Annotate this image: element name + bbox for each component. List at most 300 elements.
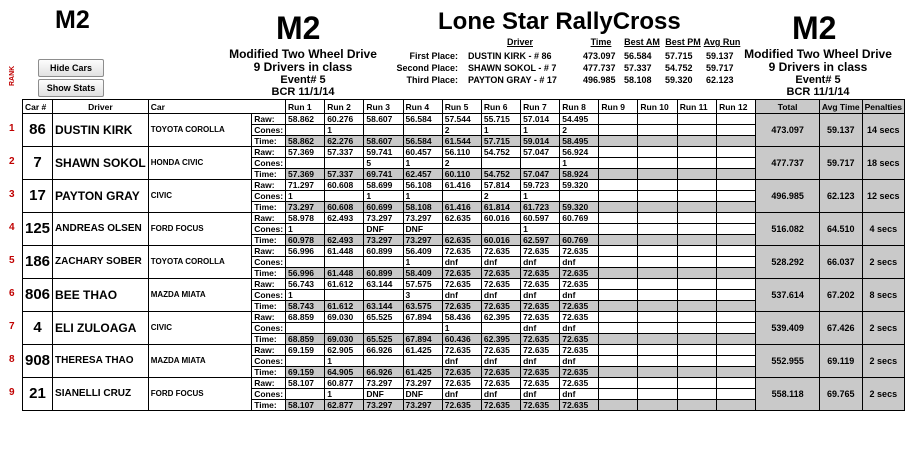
- car-model-header: Car: [148, 100, 285, 114]
- raw-row-label: Raw:: [252, 114, 286, 125]
- time-run-1: 58.743: [286, 301, 325, 312]
- podium-place-label: Second Place:: [396, 63, 458, 73]
- time-row-label: Time:: [252, 235, 286, 246]
- raw-run-12: [717, 147, 756, 158]
- cones-run-10: [638, 356, 677, 367]
- raw-run-11: [677, 378, 716, 389]
- rank-number: 6: [9, 287, 15, 299]
- cones-run-9: [599, 158, 638, 169]
- cones-row-label: Cones:: [252, 158, 286, 169]
- driver-name: BEE THAO: [53, 279, 149, 312]
- class-name-center: Modified Two Wheel Drive: [229, 47, 377, 61]
- time-run-11: [677, 301, 716, 312]
- time-row-label: Time:: [252, 367, 286, 378]
- podium-place-label: Third Place:: [406, 75, 458, 85]
- cones-run-10: [638, 290, 677, 301]
- raw-run-2: 60.276: [325, 114, 364, 125]
- time-row-label: Time:: [252, 268, 286, 279]
- cones-run-6: [481, 158, 520, 169]
- cones-run-4: 1: [403, 257, 442, 268]
- raw-run-2: 61.448: [325, 246, 364, 257]
- time-run-6: 72.635: [481, 400, 520, 411]
- raw-run-12: [717, 213, 756, 224]
- raw-run-8: 56.924: [560, 147, 599, 158]
- cones-run-5: 1: [442, 323, 481, 334]
- time-run-4: 73.297: [403, 235, 442, 246]
- raw-run-11: [677, 279, 716, 290]
- time-run-12: [717, 400, 756, 411]
- time-run-3: 60.899: [364, 268, 403, 279]
- avg-time: 62.123: [819, 180, 862, 213]
- driver-name: PAYTON GRAY: [53, 180, 149, 213]
- car-number: 186: [23, 246, 53, 279]
- driver-name: ZACHARY SOBER: [53, 246, 149, 279]
- avg-time: 69.765: [819, 378, 862, 411]
- raw-run-1: 58.107: [286, 378, 325, 389]
- time-run-1: 58.107: [286, 400, 325, 411]
- raw-run-10: [638, 312, 677, 323]
- cones-run-3: 5: [364, 158, 403, 169]
- cones-run-9: [599, 290, 638, 301]
- table-row: [23, 378, 905, 389]
- raw-run-4: 56.409: [403, 246, 442, 257]
- avg-time: 67.426: [819, 312, 862, 345]
- cones-run-3: DNF: [364, 224, 403, 235]
- penalties: 12 secs: [862, 180, 904, 213]
- time-run-7: 72.635: [521, 301, 560, 312]
- penalties: 18 secs: [862, 147, 904, 180]
- avg-time: 59.717: [819, 147, 862, 180]
- raw-run-11: [677, 312, 716, 323]
- time-run-12: [717, 169, 756, 180]
- cones-run-8: dnf: [560, 389, 599, 400]
- time-run-3: 65.525: [364, 334, 403, 345]
- cones-run-4: DNF: [403, 224, 442, 235]
- time-run-9: [599, 367, 638, 378]
- table-row: [23, 279, 905, 290]
- cones-run-10: [638, 158, 677, 169]
- time-run-6: 72.635: [481, 367, 520, 378]
- raw-row-label: Raw:: [252, 312, 286, 323]
- time-run-2: 64.905: [325, 367, 364, 378]
- penalties: 4 secs: [862, 213, 904, 246]
- cones-run-7: dnf: [521, 356, 560, 367]
- time-run-6: 72.635: [481, 268, 520, 279]
- raw-run-2: 60.877: [325, 378, 364, 389]
- time-run-8: 59.320: [560, 202, 599, 213]
- raw-run-11: [677, 147, 716, 158]
- raw-run-6: 54.752: [481, 147, 520, 158]
- table-row: [23, 114, 905, 125]
- cones-run-3: [364, 125, 403, 136]
- total-time: 477.737: [756, 147, 819, 180]
- cones-run-6: dnf: [481, 290, 520, 301]
- penalties: 14 secs: [862, 114, 904, 147]
- raw-run-2: 62.493: [325, 213, 364, 224]
- raw-run-12: [717, 312, 756, 323]
- raw-run-2: 69.030: [325, 312, 364, 323]
- car-model: HONDA CIVIC: [148, 147, 252, 180]
- podium-best-pm: 54.752: [665, 63, 693, 73]
- run-3-header: Run 3: [364, 100, 403, 114]
- cones-run-11: [677, 290, 716, 301]
- time-run-12: [717, 136, 756, 147]
- time-run-7: 57.047: [521, 169, 560, 180]
- cones-run-3: DNF: [364, 389, 403, 400]
- time-row-label: Time:: [252, 334, 286, 345]
- raw-run-10: [638, 378, 677, 389]
- class-code-left: M2: [55, 6, 90, 34]
- rank-number: 7: [9, 320, 15, 332]
- time-run-9: [599, 202, 638, 213]
- car-number: 125: [23, 213, 53, 246]
- cones-run-7: dnf: [521, 257, 560, 268]
- cones-run-11: [677, 158, 716, 169]
- cones-run-11: [677, 323, 716, 334]
- raw-run-6: 55.715: [481, 114, 520, 125]
- time-run-2: 57.337: [325, 169, 364, 180]
- raw-run-4: 73.297: [403, 213, 442, 224]
- time-row-label: Time:: [252, 136, 286, 147]
- raw-run-6: 62.395: [481, 312, 520, 323]
- raw-run-11: [677, 246, 716, 257]
- cones-run-1: 1: [286, 191, 325, 202]
- raw-run-1: 57.369: [286, 147, 325, 158]
- time-run-11: [677, 367, 716, 378]
- rank-number: 5: [9, 254, 15, 266]
- time-run-3: 60.699: [364, 202, 403, 213]
- car-number-header: Car #: [23, 100, 53, 114]
- car-model: TOYOTA COROLLA: [148, 246, 252, 279]
- table-row: [23, 312, 905, 323]
- raw-row-label: Raw:: [252, 147, 286, 158]
- time-run-10: [638, 367, 677, 378]
- time-run-8: 72.635: [560, 268, 599, 279]
- time-run-5: 60.436: [442, 334, 481, 345]
- raw-run-9: [599, 114, 638, 125]
- cones-run-9: [599, 323, 638, 334]
- raw-run-7: 72.635: [521, 378, 560, 389]
- raw-run-6: 60.016: [481, 213, 520, 224]
- car-number: 4: [23, 312, 53, 345]
- table-header-row: [23, 100, 905, 114]
- cones-run-6: dnf: [481, 257, 520, 268]
- raw-row-label: Raw:: [252, 378, 286, 389]
- time-run-9: [599, 268, 638, 279]
- drivers-in-class-center: 9 Drivers in class: [253, 60, 353, 74]
- class-name-right: Modified Two Wheel Drive: [744, 47, 892, 61]
- raw-run-6: 72.635: [481, 378, 520, 389]
- time-run-11: [677, 169, 716, 180]
- time-run-4: 58.108: [403, 202, 442, 213]
- cones-row-label: Cones:: [252, 224, 286, 235]
- raw-run-11: [677, 180, 716, 191]
- time-run-7: 62.597: [521, 235, 560, 246]
- cones-run-12: [717, 389, 756, 400]
- raw-run-6: 72.635: [481, 246, 520, 257]
- raw-run-5: 72.635: [442, 246, 481, 257]
- raw-run-12: [717, 378, 756, 389]
- raw-run-5: 58.436: [442, 312, 481, 323]
- cones-row-label: Cones:: [252, 125, 286, 136]
- cones-run-4: [403, 356, 442, 367]
- total-time: 539.409: [756, 312, 819, 345]
- podium-avg-run: 62.123: [706, 75, 734, 85]
- time-run-4: 62.457: [403, 169, 442, 180]
- time-run-11: [677, 268, 716, 279]
- time-run-6: 54.752: [481, 169, 520, 180]
- cones-run-8: dnf: [560, 290, 599, 301]
- table-row: [23, 180, 905, 191]
- total-time: 496.985: [756, 180, 819, 213]
- raw-run-1: 71.297: [286, 180, 325, 191]
- cones-run-11: [677, 257, 716, 268]
- cones-run-5: 2: [442, 158, 481, 169]
- podium-time: 496.985: [583, 75, 616, 85]
- total-time: 528.292: [756, 246, 819, 279]
- raw-run-3: 58.607: [364, 114, 403, 125]
- raw-run-7: 72.635: [521, 246, 560, 257]
- cones-run-12: [717, 257, 756, 268]
- cones-run-6: 1: [481, 125, 520, 136]
- raw-run-3: 73.297: [364, 378, 403, 389]
- raw-run-1: 58.978: [286, 213, 325, 224]
- cones-run-9: [599, 191, 638, 202]
- cones-run-10: [638, 323, 677, 334]
- driver-name: THERESA THAO: [53, 345, 149, 378]
- raw-run-8: 72.635: [560, 312, 599, 323]
- run-10-header: Run 10: [638, 100, 677, 114]
- cones-run-7: dnf: [521, 389, 560, 400]
- time-run-9: [599, 334, 638, 345]
- time-run-2: 61.448: [325, 268, 364, 279]
- cones-run-3: [364, 356, 403, 367]
- cones-run-9: [599, 125, 638, 136]
- time-run-5: 72.635: [442, 400, 481, 411]
- run-12-header: Run 12: [717, 100, 756, 114]
- time-run-4: 73.297: [403, 400, 442, 411]
- run-5-header: Run 5: [442, 100, 481, 114]
- time-run-5: 72.635: [442, 268, 481, 279]
- podium-driver: SHAWN SOKOL - # 7: [468, 63, 557, 73]
- time-run-2: 60.608: [325, 202, 364, 213]
- rank-label-text: RANK: [9, 65, 16, 86]
- raw-run-9: [599, 378, 638, 389]
- raw-run-7: 57.014: [521, 114, 560, 125]
- cones-run-2: 1: [325, 356, 364, 367]
- time-run-3: 63.144: [364, 301, 403, 312]
- cones-run-7: 1: [521, 191, 560, 202]
- podium-avg-run-header: Avg Run: [703, 37, 741, 47]
- time-run-11: [677, 235, 716, 246]
- cones-run-1: 1: [286, 290, 325, 301]
- raw-run-12: [717, 114, 756, 125]
- cones-run-4: 1: [403, 158, 442, 169]
- cones-run-9: [599, 257, 638, 268]
- show-stats-button[interactable]: Show Stats: [38, 79, 104, 97]
- raw-run-3: 65.525: [364, 312, 403, 323]
- time-run-7: 72.635: [521, 400, 560, 411]
- time-run-8: 58.924: [560, 169, 599, 180]
- cones-run-4: [403, 323, 442, 334]
- cones-run-3: [364, 257, 403, 268]
- time-run-6: 62.395: [481, 334, 520, 345]
- podium-place-label: First Place:: [409, 51, 458, 61]
- run-7-header: Run 7: [521, 100, 560, 114]
- time-run-5: 61.544: [442, 136, 481, 147]
- penalties: 2 secs: [862, 312, 904, 345]
- car-model: MAZDA MIATA: [148, 279, 252, 312]
- time-run-8: 58.495: [560, 136, 599, 147]
- car-number: 908: [23, 345, 53, 378]
- hide-cars-button[interactable]: Hide Cars: [38, 59, 104, 77]
- podium-best-am-header: Best AM: [624, 37, 660, 47]
- event-number-center: Event# 5: [280, 74, 326, 86]
- cones-run-11: [677, 125, 716, 136]
- rank-number: 1: [9, 122, 15, 134]
- rank-number: 8: [9, 353, 15, 365]
- cones-run-11: [677, 356, 716, 367]
- time-run-8: 72.635: [560, 400, 599, 411]
- time-run-10: [638, 169, 677, 180]
- raw-run-3: 60.899: [364, 246, 403, 257]
- time-run-3: 69.741: [364, 169, 403, 180]
- driver-name: ELI ZULOAGA: [53, 312, 149, 345]
- cones-run-4: 3: [403, 290, 442, 301]
- time-run-10: [638, 334, 677, 345]
- time-run-3: 73.297: [364, 235, 403, 246]
- results-body: [23, 114, 905, 411]
- raw-run-4: 67.894: [403, 312, 442, 323]
- time-run-1: 57.369: [286, 169, 325, 180]
- cones-run-1: [286, 389, 325, 400]
- time-run-8: 72.635: [560, 301, 599, 312]
- podium-best-pm-header: Best PM: [665, 37, 701, 47]
- cones-run-8: [560, 224, 599, 235]
- cones-run-9: [599, 389, 638, 400]
- raw-run-8: 54.495: [560, 114, 599, 125]
- avg-time: 67.202: [819, 279, 862, 312]
- raw-run-3: 63.144: [364, 279, 403, 290]
- car-model: MAZDA MIATA: [148, 345, 252, 378]
- raw-run-12: [717, 246, 756, 257]
- rank-number: 9: [9, 386, 15, 398]
- cones-run-9: [599, 356, 638, 367]
- driver-name: DUSTIN KIRK: [53, 114, 149, 147]
- cones-run-6: [481, 323, 520, 334]
- car-model: CIVIC: [148, 312, 252, 345]
- total-header: Total: [756, 100, 819, 114]
- podium-time-header: Time: [590, 37, 612, 47]
- cones-run-2: 1: [325, 125, 364, 136]
- driver-name: SHAWN SOKOL: [53, 147, 149, 180]
- cones-run-8: dnf: [560, 356, 599, 367]
- cones-row-label: Cones:: [252, 191, 286, 202]
- podium-best-am: 58.108: [624, 75, 652, 85]
- time-run-12: [717, 235, 756, 246]
- raw-run-3: 66.926: [364, 345, 403, 356]
- raw-run-7: 72.635: [521, 312, 560, 323]
- raw-run-11: [677, 213, 716, 224]
- raw-run-1: 58.862: [286, 114, 325, 125]
- raw-run-9: [599, 180, 638, 191]
- cones-row-label: Cones:: [252, 257, 286, 268]
- podium-avg-run: 59.717: [706, 63, 734, 73]
- time-run-2: 69.030: [325, 334, 364, 345]
- time-run-10: [638, 268, 677, 279]
- raw-row-label: Raw:: [252, 345, 286, 356]
- cones-run-6: 2: [481, 191, 520, 202]
- event-number-right: Event# 5: [795, 74, 841, 86]
- podium-avg-run: 59.137: [706, 51, 734, 61]
- raw-run-11: [677, 345, 716, 356]
- raw-run-4: 56.108: [403, 180, 442, 191]
- time-run-9: [599, 235, 638, 246]
- table-row: [23, 213, 905, 224]
- cones-run-5: 2: [442, 125, 481, 136]
- cones-run-2: [325, 158, 364, 169]
- time-run-6: 61.814: [481, 202, 520, 213]
- raw-run-5: 61.416: [442, 180, 481, 191]
- cones-run-5: [442, 224, 481, 235]
- raw-run-7: 60.597: [521, 213, 560, 224]
- time-run-7: 72.635: [521, 268, 560, 279]
- total-time: 552.955: [756, 345, 819, 378]
- cones-run-5: [442, 191, 481, 202]
- time-run-9: [599, 136, 638, 147]
- time-run-10: [638, 136, 677, 147]
- raw-run-10: [638, 147, 677, 158]
- raw-run-10: [638, 114, 677, 125]
- cones-run-12: [717, 191, 756, 202]
- cones-run-5: dnf: [442, 257, 481, 268]
- table-row: [23, 345, 905, 356]
- cones-run-1: [286, 158, 325, 169]
- raw-run-7: 72.635: [521, 345, 560, 356]
- time-run-4: 56.584: [403, 136, 442, 147]
- time-run-7: 61.723: [521, 202, 560, 213]
- raw-run-10: [638, 345, 677, 356]
- driver-name: ANDREAS OLSEN: [53, 213, 149, 246]
- podium-driver-header: Driver: [506, 37, 533, 47]
- time-run-3: 73.297: [364, 400, 403, 411]
- penalties-header: Penalties: [862, 100, 904, 114]
- event-date-center: BCR 11/1/14: [271, 86, 335, 98]
- time-run-4: 61.425: [403, 367, 442, 378]
- run-1-header: Run 1: [286, 100, 325, 114]
- time-run-1: 56.996: [286, 268, 325, 279]
- total-time: 558.118: [756, 378, 819, 411]
- time-run-7: 59.014: [521, 136, 560, 147]
- cones-run-10: [638, 389, 677, 400]
- time-run-9: [599, 400, 638, 411]
- raw-run-9: [599, 246, 638, 257]
- avg-time-header: Avg Time: [819, 100, 862, 114]
- podium-best-am: 56.584: [624, 51, 652, 61]
- time-run-12: [717, 334, 756, 345]
- raw-run-3: 73.297: [364, 213, 403, 224]
- driver-header: Driver: [53, 100, 149, 114]
- car-model: FORD FOCUS: [148, 213, 252, 246]
- raw-run-8: 72.635: [560, 246, 599, 257]
- penalties: 2 secs: [862, 378, 904, 411]
- cones-run-6: [481, 224, 520, 235]
- event-date-right: BCR 11/1/14: [786, 86, 850, 98]
- time-run-1: 60.978: [286, 235, 325, 246]
- time-run-5: 61.416: [442, 202, 481, 213]
- raw-run-5: 72.635: [442, 345, 481, 356]
- time-run-6: 60.016: [481, 235, 520, 246]
